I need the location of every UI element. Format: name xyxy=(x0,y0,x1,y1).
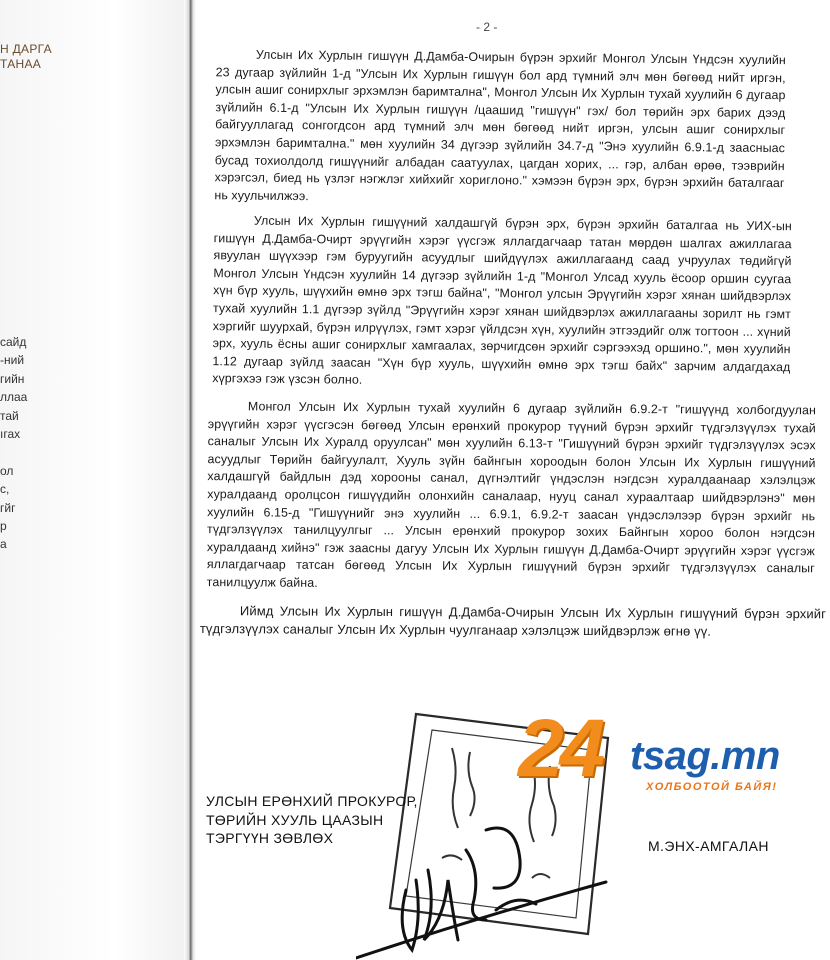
signer-name: М.ЭНХ-АМГАЛАН xyxy=(648,838,769,854)
previous-fragment: гийн xyxy=(0,371,25,386)
signature-titles xyxy=(206,792,418,848)
page-number: - 2 - xyxy=(476,20,498,34)
previous-fragment: р xyxy=(0,519,7,534)
site-watermark-logo xyxy=(518,703,808,818)
previous-page-edge xyxy=(0,0,190,960)
previous-fragment xyxy=(0,443,27,461)
previous-fragment: ıгах xyxy=(0,427,21,442)
previous-fragment: сайд xyxy=(0,335,27,349)
document-page xyxy=(196,0,830,960)
paragraph-immunity: Улсын Их Хурлын гишүүний халдашгүй бүрэн эрх, бүрэн эрхийн баталгаа нь УИХ-ын гишүүн Д.Дамба-Очирт эрүүгийн хэрэг үүсгэж яллагдагчаар татан мөрдөн шалгах ажиллагаа явуулан шүүхээр гэм буруугийн асуудлыг шийдүүлэх ажиллагаанд саад учруулах төдийгүй Монгол Улсын Үндсэн хуулийн 14 дүгээр зүйлийн 1-д "Монгол Улсад хууль ёсоор оршин суугаа хүн бүр хууль, шүүхийн өмнө эрх тэгш байна", "Монгол улсын Эрүүгийн хэрэг хянан шийдвэрлэх тухай хуулийн 1.1 дүгээр зүйлд "Эрүүгийн хэрэг хянан шийдвэрлэх ажиллагааны зорилт нь гэмт хэргийг шуурхай, бүрэн илрүүлэх, гэмт хэрэг үйлдсэн хүн, хуулийн этгээдийг олж тогтоон ... хүний эрх, хууль ёсны ашиг сонирхлыг хамгаалах, зөрчигдсөн эрхийг сэргээхэд оршино.", мөн хуулийн 1.12 дугаар зүйлд заасан "Хүн бүр хууль, шүүхийн өмнө эрх тэгш байх" зарчим алдагдахад хүргэхээ гэж үзсэн болно. xyxy=(212,213,792,388)
paragraph-procedure: Монгол Улсын Их Хурлын тухай хуулийн 6 дугаар зүйлийн 6.9.2-т "гишүүнд холбогдуулан эрүүгийн хэрэг үүсгэсэн бөгөөд Улсын ерөнхий прокурор түүний бүрэн эрхийг түдгэлзүүлэх тухай саналыг Улсын Их Хуралд оруулсан" мөн хуулийн 6.13-т "Гишүүний бүрэн эрхийг түдгэлзүүлэх эсэх асуудлыг Төрийн байгуулалт, Хууль зүйн байнгын хороодын болон Улсын Их Хурлын гишүүний халдашгүй байдлын дэд хорооны санал, дүгнэлтийг үндэслэн нэгдсэн хуралдаанаар хэлэлцэж хуралдаанд оролцсон гишүүдийн олонхийн саналаар, нууц санал хураалтаар шийдвэрлэнэ" мөн хуулийн 6.15-д "Гишүүнийг энэ хуулийн ... 6.9.1, 6.9.2-т заасан үндэслэлээр бүрэн эрхийг нь түдгэлзүүлэх танилцуулгыг ... Улсын ерөнхий прокурор зохих Байнгын хороо болон нэгдсэн хуралдаанд хийнэ" гэж заасны дагуу Улсын Их Хурлын гишүүн Д.Дамба-Очирт эрүүгийн хэрэг үүсгэж яллагдагчаар татсан бөгөөд Улсын Их Хурлын гишүүний бүрэн эрхийг түдгэлзүүлэх саналыг танилцуулж байна. xyxy=(206,399,816,591)
previous-fragment: ллаа xyxy=(0,390,28,405)
signature-title-line: ТӨРИЙН ХУУЛЬ ЦААЗЫН xyxy=(206,811,384,828)
previous-header-line: Н ДАРГА xyxy=(0,42,52,56)
previous-fragment: ол xyxy=(0,463,14,478)
previous-page-header xyxy=(0,42,52,72)
watermark-slogan: ХОЛБООТОЙ БАЙЯ! xyxy=(646,781,778,793)
previous-fragment: -ний xyxy=(0,353,25,368)
previous-fragment: гйг xyxy=(0,500,16,515)
previous-fragment: а xyxy=(0,537,7,552)
paragraph-legal-basis: Улсын Их Хурлын гишүүн Д.Дамба-Очирын бүрэн эрхийг Монгол Улсын Үндсэн хуулийн 23 дугаар зүйлийн 1-д "Улсын Их Хурлын гишүүн бол ард түмний элч мөн бөгөөд нийт иргэн, улсын ашиг сонирхлыг эрхэмлэн баримтална", Монгол Улсын Их Хурлын тухай хуулийн 6 дугаар зүйлийн 6.1-д "Улсын Их Хурлын гишүүн /цаашид "гишүүн" гэх/ бол төрийн эрх барих дээд байгууллагад сонгогдсон ард түмний элч мөн бөгөөд нийт иргэн, улсын ашиг сонирхлыг эрхэмлэн баримтална." мөн хуулийн 34 дүгээр зүйлийн 34.7-д "Энэ хуулийн 6.9.1-д заасныас бусад тохиолдолд гишүүнийг албадан саатуулах, цагдан хорих, ... гэр, албан өрөө, тээврийн хэрэгсэл, биед нь үзлэг нэгжлэг хийхийг хориглоно." хэмээн бүрэн эрх, бүрэн эрхийн баталгааг нь хуульчилжээ. xyxy=(214,47,786,203)
previous-header-line: ТАНАА xyxy=(0,57,42,71)
previous-fragment: с, xyxy=(0,482,10,497)
watermark-number: 24 xyxy=(518,703,602,794)
previous-page-fragments xyxy=(0,333,27,554)
previous-fragment: тай xyxy=(0,408,19,423)
document-body xyxy=(196,46,826,643)
signature-title-line: УЛСЫН ЕРӨНХИЙ ПРОКУРОР, xyxy=(206,793,418,809)
paragraph-request: Иймд Улсын Их Хурлын гишүүн Д.Дамба-Очирын Улсын Их Хурлын гишүүний бүрэн эрхийг түдгэлзүүлэх саналыг Улсын Их Хурлын чуулганаар хэлэлцэж шийдвэрлэж өгнө үү. xyxy=(199,603,826,639)
watermark-domain: tsag.mn xyxy=(630,734,780,778)
signature-title-line: ТЭРГҮҮН ЗӨВЛӨХ xyxy=(206,830,334,846)
